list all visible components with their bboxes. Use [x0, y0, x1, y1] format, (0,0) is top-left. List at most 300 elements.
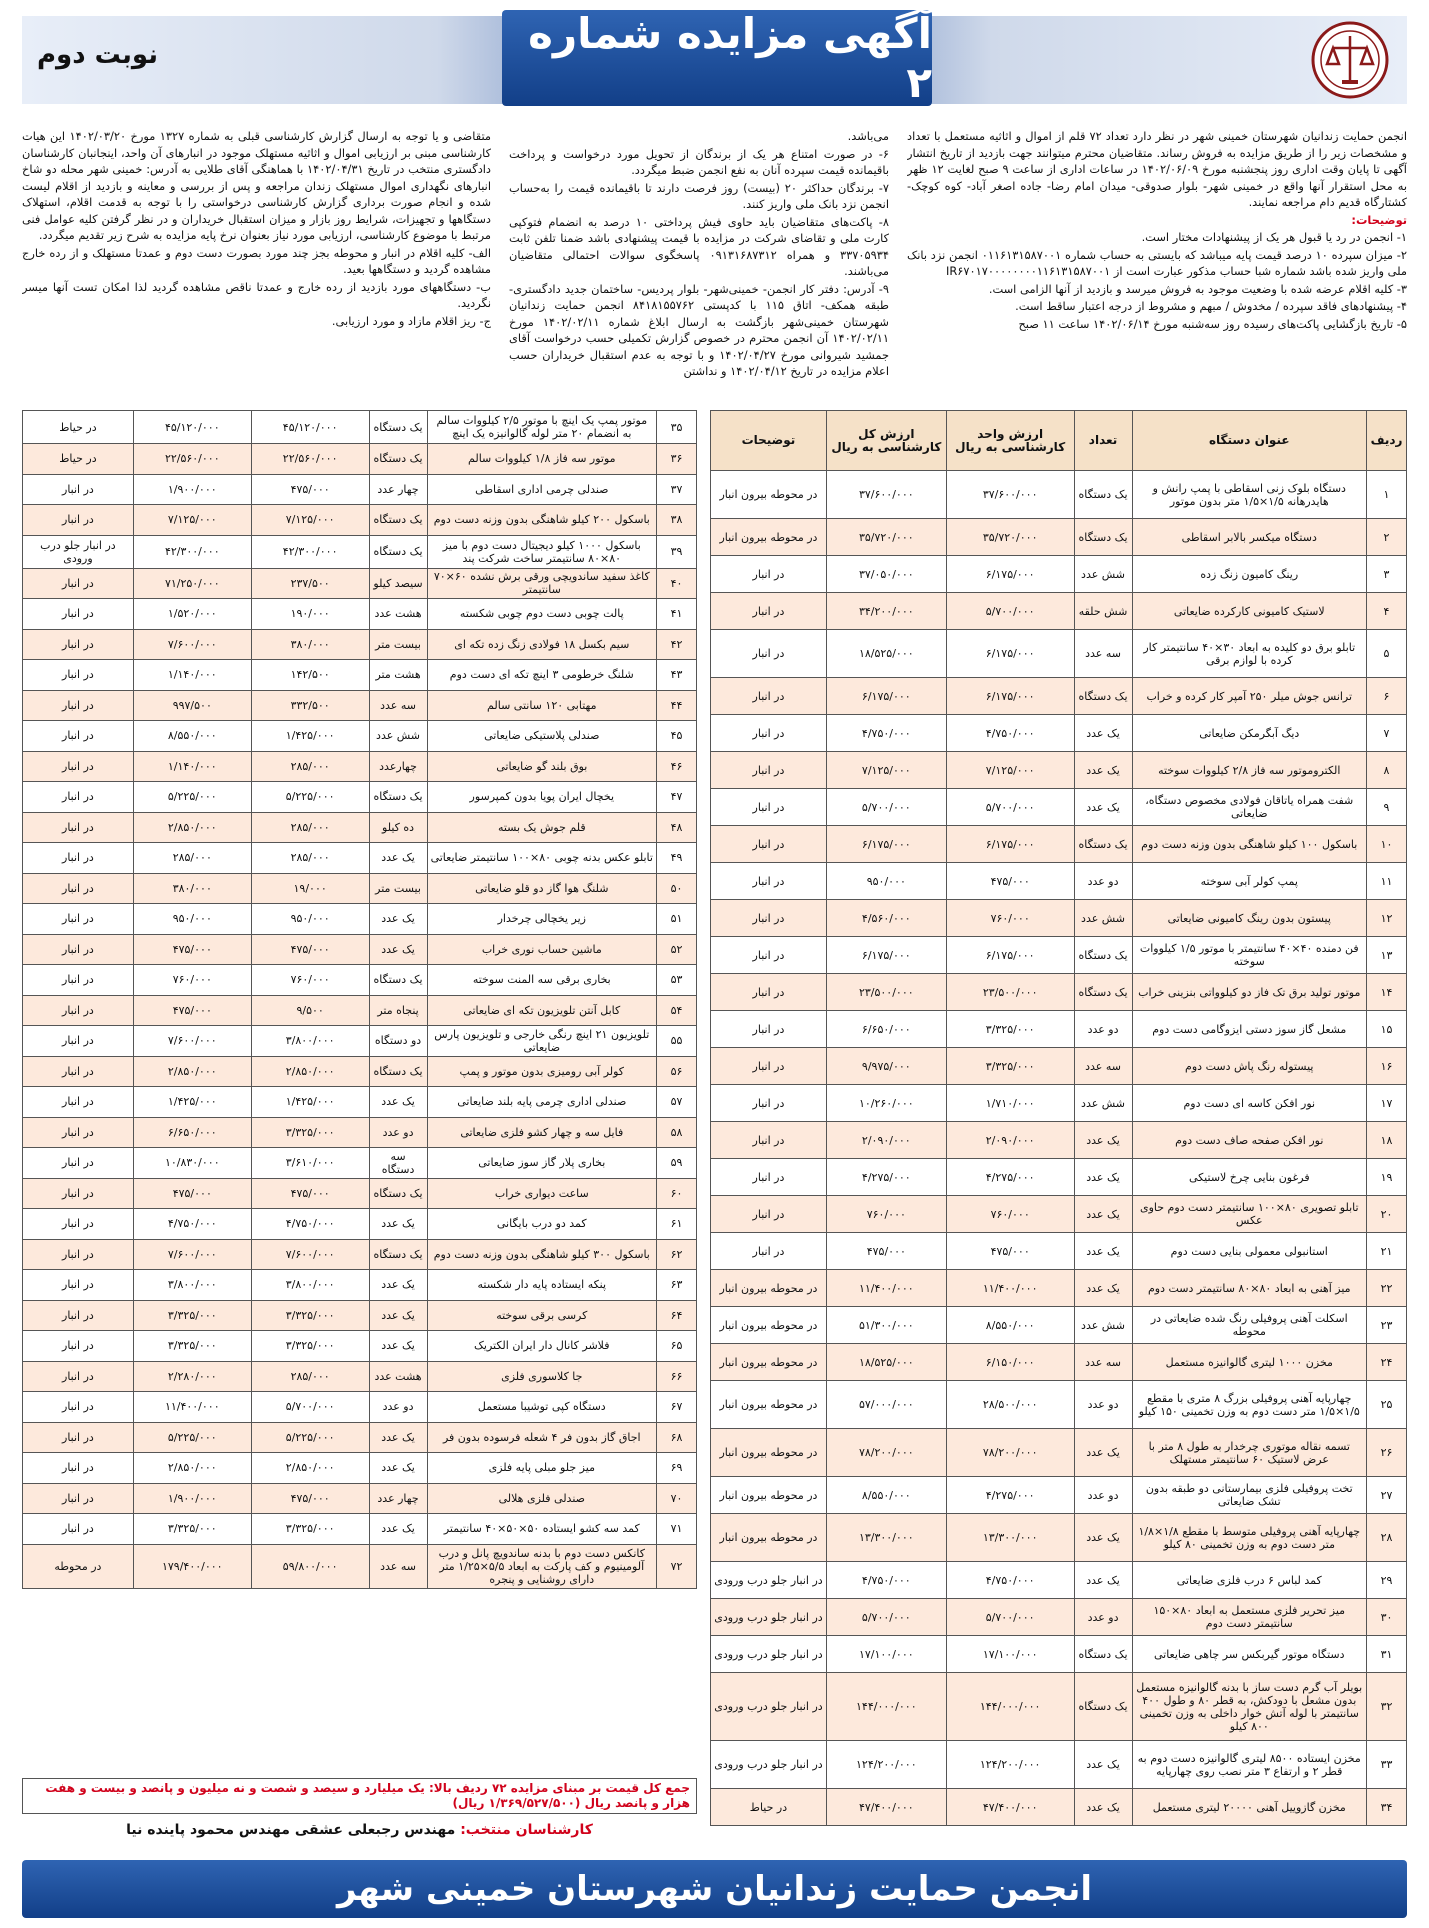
table-row — [23, 660, 697, 691]
row-number: ۱۴ — [1367, 974, 1407, 1011]
total-value: ۴/۵۶۰/۰۰۰ — [826, 900, 946, 937]
item-location: در انبار — [711, 1085, 827, 1122]
row-number: ۱۸ — [1367, 1122, 1407, 1159]
table-row — [711, 715, 1407, 752]
item-title: کولر آبی رومیزی بدون موتور و پمپ — [427, 1056, 657, 1087]
item-count: چهار عدد — [369, 474, 427, 505]
total-value: ۴۷۵/۰۰۰ — [826, 1233, 946, 1270]
item-title: پمپ کولر آبی سوخته — [1132, 863, 1367, 900]
unit-value: ۱/۷۱۰/۰۰۰ — [946, 1085, 1074, 1122]
col-header-count: تعداد — [1074, 411, 1132, 471]
item-title: شلنگ هوا گاز دو قلو ضایعاتی — [427, 873, 657, 904]
items-right-body — [711, 471, 1407, 1826]
items-left-body — [23, 411, 697, 1589]
item-count: یک عدد — [1074, 1159, 1132, 1196]
row-number: ۴۳ — [657, 660, 697, 691]
col-header-unit-value: ارزش واحد کارشناسی به ریال — [946, 411, 1074, 471]
total-value: ۴۲/۳۰۰/۰۰۰ — [133, 535, 251, 568]
item-location: در انبار — [23, 568, 134, 599]
items-table-right — [710, 410, 1407, 1826]
unit-value: ۲۸/۵۰۰/۰۰۰ — [946, 1381, 1074, 1429]
notice-page — [22, 10, 1407, 1918]
unit-value: ۳/۶۱۰/۰۰۰ — [251, 1148, 369, 1179]
row-number: ۱۲ — [1367, 900, 1407, 937]
table-row — [711, 593, 1407, 630]
table-row — [711, 471, 1407, 519]
total-value: ۴۷۵/۰۰۰ — [133, 934, 251, 965]
item-count: یک دستگاه — [1074, 937, 1132, 974]
item-count: یک دستگاه — [369, 505, 427, 536]
table-row — [711, 974, 1407, 1011]
row-number: ۶۵ — [657, 1331, 697, 1362]
row-number: ۳۱ — [1367, 1636, 1407, 1673]
item-count: ده کیلو — [369, 812, 427, 843]
item-count: یک دستگاه — [1074, 1636, 1132, 1673]
table-row — [711, 937, 1407, 974]
row-number: ۵۵ — [657, 1026, 697, 1057]
row-number: ۶۰ — [657, 1178, 697, 1209]
item-location: در انبار جلو درب ورودی — [23, 535, 134, 568]
row-number: ۹ — [1367, 789, 1407, 826]
item-title: بخاری برقی سه المنت سوخته — [427, 965, 657, 996]
item-location: در انبار — [23, 1117, 134, 1148]
item-location: در انبار — [711, 556, 827, 593]
item-count: دو عدد — [1074, 1011, 1132, 1048]
item-count: شش عدد — [1074, 900, 1132, 937]
note-item: ۳- کلیه اقلام عرضه شده با وضعیت موجود به فروش میرسد و بازدید از آنها الزامی است. — [988, 281, 1407, 296]
unit-value: ۲۸۵/۰۰۰ — [251, 812, 369, 843]
total-value: ۳/۳۲۵/۰۰۰ — [133, 1331, 251, 1362]
item-title: فلاشر کانال دار ایران الکتریک — [427, 1331, 657, 1362]
item-title: چهارپایه آهنی پروفیلی بزرگ ۸ متری با مقطع ۱/۵×۱/۵ متر دست دوم به وزن تخمینی ۱۵۰ کیلو — [1132, 1381, 1367, 1429]
total-value: ۹۹۷/۵۰۰ — [133, 690, 251, 721]
item-title: اسکلت آهنی پروفیلی رنگ شده ضایعاتی در محوطه — [1132, 1307, 1367, 1344]
item-title: پیستوله رنگ پاش دست دوم — [1132, 1048, 1367, 1085]
row-number: ۲۵ — [1367, 1381, 1407, 1429]
row-number: ۲۶ — [1367, 1429, 1407, 1477]
table-row — [23, 505, 697, 536]
row-number: ۵۱ — [657, 904, 697, 935]
unit-value: ۴/۷۵۰/۰۰۰ — [946, 715, 1074, 752]
item-count: یک دستگاه — [369, 1178, 427, 1209]
table-row — [711, 1085, 1407, 1122]
total-value: ۱/۱۴۰/۰۰۰ — [133, 751, 251, 782]
table-row — [23, 1331, 697, 1362]
row-number: ۴۸ — [657, 812, 697, 843]
total-value: ۲/۲۸۰/۰۰۰ — [133, 1361, 251, 1392]
row-number: ۷ — [1367, 715, 1407, 752]
table-row — [23, 1392, 697, 1423]
row-number: ۷۱ — [657, 1514, 697, 1545]
unit-value: ۳/۳۲۵/۰۰۰ — [251, 1117, 369, 1148]
unit-value: ۱۹۰/۰۰۰ — [251, 599, 369, 630]
item-location: در انبار — [23, 1453, 134, 1484]
item-title: کرسی برقی سوخته — [427, 1300, 657, 1331]
intro-paragraph: ۶- در صورت امتناع هر یک از برندگان از تحویل مورد درخواست و پرداخت باقیمانده قیمت سپرده آنان به نفع انجمن ضبط میگردد. — [509, 146, 889, 177]
total-value: ۵۱/۳۰۰/۰۰۰ — [826, 1307, 946, 1344]
total-value: ۷/۱۲۵/۰۰۰ — [133, 505, 251, 536]
item-count: یک دستگاه — [1074, 1673, 1132, 1741]
row-number: ۶۷ — [657, 1392, 697, 1423]
item-title: لاستیک کامیونی کارکرده ضایعاتی — [1132, 593, 1367, 630]
item-location: در انبار — [23, 751, 134, 782]
item-location: در انبار — [711, 900, 827, 937]
row-number: ۵۹ — [657, 1148, 697, 1179]
table-row — [711, 1270, 1407, 1307]
table-row — [711, 1741, 1407, 1789]
item-location: در انبار — [711, 752, 827, 789]
item-location: در انبار جلو درب ورودی — [711, 1673, 827, 1741]
item-title: تسمه نقاله موتوری چرخدار به طول ۸ متر با عرض لاستیک ۶۰ سانتیمتر مستهلک — [1132, 1429, 1367, 1477]
row-number: ۳۵ — [657, 411, 697, 444]
row-number: ۶۳ — [657, 1270, 697, 1301]
item-title: دستگاه موتور گیربکس سر چاهی ضایعاتی — [1132, 1636, 1367, 1673]
item-title: مهتابی ۱۲۰ سانتی سالم — [427, 690, 657, 721]
item-location: در انبار — [23, 629, 134, 660]
unit-value: ۴۵/۱۲۰/۰۰۰ — [251, 411, 369, 444]
item-count: یک عدد — [369, 1331, 427, 1362]
unit-value: ۵/۷۰۰/۰۰۰ — [946, 1599, 1074, 1636]
total-value: ۸/۵۵۰/۰۰۰ — [826, 1477, 946, 1514]
item-count: سه عدد — [369, 1544, 427, 1588]
item-count: یک دستگاه — [369, 411, 427, 444]
item-title: بخاری پلار گاز سوز ضایعاتی — [427, 1148, 657, 1179]
row-number: ۴۹ — [657, 843, 697, 874]
item-count: دو عدد — [1074, 863, 1132, 900]
total-value: ۶/۱۷۵/۰۰۰ — [826, 826, 946, 863]
item-count: دو عدد — [1074, 1381, 1132, 1429]
row-number: ۲۲ — [1367, 1270, 1407, 1307]
col-header-desc: توضیحات — [711, 411, 827, 471]
table-row — [711, 789, 1407, 826]
item-title: مخزن گازوییل آهنی ۲۰۰۰۰ لیتری مستعمل — [1132, 1789, 1367, 1826]
item-count: دو دستگاه — [369, 1026, 427, 1057]
table-row — [23, 1514, 697, 1545]
table-row — [711, 556, 1407, 593]
turn-label: نوبت دوم — [37, 40, 158, 70]
row-number: ۵۲ — [657, 934, 697, 965]
item-title: فرغون بنایی چرخ لاستیکی — [1132, 1159, 1367, 1196]
item-count: شش حلقه — [1074, 593, 1132, 630]
item-title: استانبولی معمولی بنایی دست دوم — [1132, 1233, 1367, 1270]
notes-heading: توضیحات: — [1351, 212, 1407, 227]
unit-value: ۲/۸۵۰/۰۰۰ — [251, 1453, 369, 1484]
row-number: ۲ — [1367, 519, 1407, 556]
table-row — [23, 904, 697, 935]
item-count: سه عدد — [1074, 630, 1132, 678]
item-count: چهارعدد — [369, 751, 427, 782]
row-number: ۴۲ — [657, 629, 697, 660]
item-location: در انبار — [23, 505, 134, 536]
item-count: یک عدد — [369, 1087, 427, 1118]
total-value: ۲/۸۵۰/۰۰۰ — [133, 1056, 251, 1087]
item-location: در انبار — [23, 1392, 134, 1423]
item-location: در انبار — [23, 812, 134, 843]
row-number: ۱۵ — [1367, 1011, 1407, 1048]
table-row — [23, 1483, 697, 1514]
item-title: ساعت دیواری خراب — [427, 1178, 657, 1209]
item-count: یک دستگاه — [1074, 471, 1132, 519]
unit-value: ۱۲۴/۲۰۰/۰۰۰ — [946, 1741, 1074, 1789]
table-row — [711, 1477, 1407, 1514]
item-title: تابلو تصویری ۸۰×۱۰۰ سانتیمتر دست دوم حاوی عکس — [1132, 1196, 1367, 1233]
item-location: در انبار — [23, 1483, 134, 1514]
table-row — [711, 1599, 1407, 1636]
item-count: یک دستگاه — [1074, 826, 1132, 863]
unit-value: ۶/۱۷۵/۰۰۰ — [946, 826, 1074, 863]
item-title: کمد لباس ۶ درب فلزی ضایعاتی — [1132, 1562, 1367, 1599]
unit-value: ۱۱/۴۰۰/۰۰۰ — [946, 1270, 1074, 1307]
item-location: در انبار — [23, 1209, 134, 1240]
item-count: یک دستگاه — [1074, 678, 1132, 715]
row-number: ۶۸ — [657, 1422, 697, 1453]
row-number: ۵۳ — [657, 965, 697, 996]
table-row — [23, 1148, 697, 1179]
unit-value: ۳/۸۰۰/۰۰۰ — [251, 1026, 369, 1057]
item-location: در محوطه بیرون انبار — [711, 1307, 827, 1344]
item-count: چهار عدد — [369, 1483, 427, 1514]
unit-value: ۴/۲۷۵/۰۰۰ — [946, 1477, 1074, 1514]
item-location: در انبار — [23, 1239, 134, 1270]
item-count: یک دستگاه — [1074, 519, 1132, 556]
item-title: باسکول ۲۰۰ کیلو شاهنگی بدون وزنه دست دوم — [427, 505, 657, 536]
total-value: ۷۶۰/۰۰۰ — [826, 1196, 946, 1233]
row-number: ۴۰ — [657, 568, 697, 599]
unit-value: ۵/۷۰۰/۰۰۰ — [946, 593, 1074, 630]
total-value: ۱/۱۴۰/۰۰۰ — [133, 660, 251, 691]
row-number: ۶۱ — [657, 1209, 697, 1240]
item-location: در انبار جلو درب ورودی — [711, 1636, 827, 1673]
item-count: یک عدد — [1074, 715, 1132, 752]
item-title: صندلی چرمی اداری اسقاطی — [427, 474, 657, 505]
experts-names: مهندس رجبعلی عشقی مهندس محمود پاینده نیا — [126, 1822, 456, 1838]
total-value: ۵/۷۰۰/۰۰۰ — [826, 1599, 946, 1636]
row-number: ۲۸ — [1367, 1514, 1407, 1562]
unit-value: ۱/۴۲۵/۰۰۰ — [251, 1087, 369, 1118]
row-number: ۲۹ — [1367, 1562, 1407, 1599]
total-value: ۱/۵۲۰/۰۰۰ — [133, 599, 251, 630]
item-count: یک عدد — [369, 1422, 427, 1453]
unit-value: ۲/۸۵۰/۰۰۰ — [251, 1056, 369, 1087]
table-row — [23, 873, 697, 904]
row-number: ۶۶ — [657, 1361, 697, 1392]
table-row — [23, 535, 697, 568]
table-row — [711, 1011, 1407, 1048]
item-title: دستگاه میکسر بالابر اسقاطی — [1132, 519, 1367, 556]
item-location: در انبار — [23, 660, 134, 691]
item-title: تخت پروفیلی فلزی بیمارستانی دو طبقه بدون تشک ضایعاتی — [1132, 1477, 1367, 1514]
intro-paragraph: ۹- آدرس: دفتر کار انجمن- خمینی‌شهر- بلوار پردیس- ساختمان جدید دادگستری- طبقه همکف- اتاق ۱۱۵ با کدپستی ۸۴۱۸۱۵۵۷۶۲ انجمن حمایت زندانیان شهرستان خمینی‌شهر بازگشت به ارسال ابلاغ شماره ۱۴۰۲/۰۲/۱۱ مورخ ۱۴۰۲/۰۲/۱۱ آن انجمن محترم در خصوص گزارش تکمیلی حسب درخواست آقای جمشید شیروانی مورخ ۱۴۰۲/۰۴/۲۷ و با توجه به عدم استقبال خریداران حسب اعلام مزایده در تاریخ ۱۴۰۲/۰۴/۱۲ و نداشتن — [509, 281, 889, 378]
item-count: سه عدد — [1074, 1344, 1132, 1381]
unit-value: ۴/۷۵۰/۰۰۰ — [251, 1209, 369, 1240]
item-count: بیست متر — [369, 873, 427, 904]
unit-value: ۲۲/۵۶۰/۰۰۰ — [251, 444, 369, 475]
unit-value: ۶/۱۷۵/۰۰۰ — [946, 937, 1074, 974]
item-count: یک عدد — [1074, 1233, 1132, 1270]
item-title: فن دمنده ۴۰×۴۰ سانتیمتر با موتور ۱/۵ کیلووات سوخته — [1132, 937, 1367, 974]
item-title: ترانس جوش میلر ۲۵۰ آمپر کار کرده و خراب — [1132, 678, 1367, 715]
table-row — [23, 751, 697, 782]
row-number: ۵ — [1367, 630, 1407, 678]
item-title: کمد دو درب بایگانی — [427, 1209, 657, 1240]
item-location: در انبار — [23, 1087, 134, 1118]
item-location: در انبار — [23, 1178, 134, 1209]
table-row — [711, 1514, 1407, 1562]
unit-value: ۲/۰۹۰/۰۰۰ — [946, 1122, 1074, 1159]
item-count: یک عدد — [1074, 1429, 1132, 1477]
item-location: در انبار — [711, 937, 827, 974]
total-value: ۲/۸۵۰/۰۰۰ — [133, 1453, 251, 1484]
row-number: ۶ — [1367, 678, 1407, 715]
col-header-title: عنوان دستگاه — [1132, 411, 1367, 471]
total-value: ۲۸۵/۰۰۰ — [133, 843, 251, 874]
unit-value: ۴۷۵/۰۰۰ — [946, 1233, 1074, 1270]
row-number: ۴۷ — [657, 782, 697, 813]
total-value: ۷/۶۰۰/۰۰۰ — [133, 629, 251, 660]
row-number: ۲۴ — [1367, 1344, 1407, 1381]
item-location: در محوطه بیرون انبار — [711, 1514, 827, 1562]
row-number: ۵۸ — [657, 1117, 697, 1148]
unit-value: ۶/۱۵۰/۰۰۰ — [946, 1344, 1074, 1381]
row-number: ۱ — [1367, 471, 1407, 519]
item-count: شش عدد — [1074, 556, 1132, 593]
item-count: یک عدد — [369, 1514, 427, 1545]
total-value: ۵/۲۲۵/۰۰۰ — [133, 1422, 251, 1453]
table-row — [23, 629, 697, 660]
total-value: ۲/۸۵۰/۰۰۰ — [133, 812, 251, 843]
total-value: ۷۱/۲۵۰/۰۰۰ — [133, 568, 251, 599]
row-number: ۳۰ — [1367, 1599, 1407, 1636]
unit-value: ۱۹/۰۰۰ — [251, 873, 369, 904]
row-number: ۱۰ — [1367, 826, 1407, 863]
total-value: ۱۸/۵۲۵/۰۰۰ — [826, 630, 946, 678]
total-value: ۲۲/۵۶۰/۰۰۰ — [133, 444, 251, 475]
unit-value: ۹/۵۰۰ — [251, 995, 369, 1026]
table-row — [711, 1048, 1407, 1085]
row-number: ۲۷ — [1367, 1477, 1407, 1514]
table-row — [711, 630, 1407, 678]
item-count: سه عدد — [369, 690, 427, 721]
item-title: یخچال ایران پویا بدون کمپرسور — [427, 782, 657, 813]
total-value: ۳۵/۷۲۰/۰۰۰ — [826, 519, 946, 556]
total-value: ۳۷/۰۵۰/۰۰۰ — [826, 556, 946, 593]
header — [22, 10, 1407, 110]
item-location: در انبار جلو درب ورودی — [711, 1599, 827, 1636]
table-row — [23, 782, 697, 813]
item-title: صندلی پلاستیکی ضایعاتی — [427, 721, 657, 752]
row-number: ۷۲ — [657, 1544, 697, 1588]
total-value: ۴/۲۷۵/۰۰۰ — [826, 1159, 946, 1196]
item-title: الکتروموتور سه فاز ۲/۸ کیلووات سوخته — [1132, 752, 1367, 789]
table-row — [711, 1196, 1407, 1233]
row-number: ۵۶ — [657, 1056, 697, 1087]
item-title: فایل سه و چهار کشو فلزی ضایعاتی — [427, 1117, 657, 1148]
item-title: ماشین حساب نوری خراب — [427, 934, 657, 965]
row-number: ۴۱ — [657, 599, 697, 630]
total-value: ۲/۰۹۰/۰۰۰ — [826, 1122, 946, 1159]
table-row — [711, 678, 1407, 715]
intro-paragraph: الف- کلیه اقلام در انبار و محوطه بجز چند مورد بصورت دست دوم و عمدتا مستهلک و از رده خارج مشاهده گردید و دستگاهها بعید. — [22, 245, 491, 276]
item-title: دستگاه کپی توشیبا مستعمل — [427, 1392, 657, 1423]
item-location: در محوطه — [23, 1544, 134, 1588]
row-number: ۱۱ — [1367, 863, 1407, 900]
item-title: مخزن ۱۰۰۰ لیتری گالوانیزه مستعمل — [1132, 1344, 1367, 1381]
unit-value: ۶/۱۷۵/۰۰۰ — [946, 630, 1074, 678]
item-location: در حیاط — [711, 1789, 827, 1826]
row-number: ۵۰ — [657, 873, 697, 904]
intro-paragraph: ب- دستگاههای مورد بازدید از رده خارج و عمدتا ناقص مشاهده گردید لذا امکان تست آنها میسر نگردید. — [22, 279, 491, 310]
unit-value: ۴۷۵/۰۰۰ — [946, 863, 1074, 900]
item-location: در انبار — [711, 1196, 827, 1233]
total-value: ۴/۷۵۰/۰۰۰ — [826, 715, 946, 752]
row-number: ۴۵ — [657, 721, 697, 752]
item-title: مشعل گاز سوز دستی ایزوگامی دست دوم — [1132, 1011, 1367, 1048]
item-count: یک عدد — [369, 934, 427, 965]
total-value: ۱۱/۴۰۰/۰۰۰ — [826, 1270, 946, 1307]
total-value: ۳/۸۰۰/۰۰۰ — [133, 1270, 251, 1301]
experts-line — [22, 1822, 697, 1848]
unit-value: ۸/۵۵۰/۰۰۰ — [946, 1307, 1074, 1344]
total-value: ۷/۶۰۰/۰۰۰ — [133, 1239, 251, 1270]
table-row — [711, 1429, 1407, 1477]
total-value: ۷۸/۲۰۰/۰۰۰ — [826, 1429, 946, 1477]
total-value: ۶/۶۵۰/۰۰۰ — [826, 1011, 946, 1048]
total-value: ۳۷/۶۰۰/۰۰۰ — [826, 471, 946, 519]
item-title: تابلو برق دو کلیده به ابعاد ۳۰×۴۰ سانتیمتر کار کرده با لوازم برقی — [1132, 630, 1367, 678]
unit-value: ۷۶۰/۰۰۰ — [251, 965, 369, 996]
unit-value: ۲۸۵/۰۰۰ — [251, 1361, 369, 1392]
intro-column-3 — [22, 128, 491, 418]
item-title: نور افکن صفحه صاف دست دوم — [1132, 1122, 1367, 1159]
unit-value: ۷۶۰/۰۰۰ — [946, 1196, 1074, 1233]
unit-value: ۲۳۷/۵۰۰ — [251, 568, 369, 599]
table-row — [23, 568, 697, 599]
items-table-left — [22, 410, 697, 1589]
total-value: ۴/۷۵۰/۰۰۰ — [826, 1562, 946, 1599]
item-title: بوق بلند گو ضایعاتی — [427, 751, 657, 782]
table-row — [711, 1307, 1407, 1344]
total-value: ۷/۶۰۰/۰۰۰ — [133, 1026, 251, 1057]
table-row — [23, 934, 697, 965]
item-location: در انبار — [23, 1361, 134, 1392]
item-location: در انبار — [23, 721, 134, 752]
total-value: ۴۵/۱۲۰/۰۰۰ — [133, 411, 251, 444]
item-count: یک عدد — [1074, 1789, 1132, 1826]
table-row — [23, 1209, 697, 1240]
item-count: یک عدد — [1074, 1196, 1132, 1233]
intro-column-2 — [509, 128, 889, 418]
row-number: ۳۸ — [657, 505, 697, 536]
item-count: یک عدد — [1074, 1741, 1132, 1789]
unit-value: ۴۷۵/۰۰۰ — [251, 1483, 369, 1514]
item-count: دو عدد — [1074, 1599, 1132, 1636]
item-title: جا کلاسوری فلزی — [427, 1361, 657, 1392]
unit-value: ۷۸/۲۰۰/۰۰۰ — [946, 1429, 1074, 1477]
total-value: ۷/۱۲۵/۰۰۰ — [826, 752, 946, 789]
item-title: شلنگ خرطومی ۳ اینچ تکه ای دست دوم — [427, 660, 657, 691]
item-count: یک عدد — [1074, 789, 1132, 826]
total-value: ۹۵۰/۰۰۰ — [133, 904, 251, 935]
row-number: ۳۲ — [1367, 1673, 1407, 1741]
item-title: رینگ کامیون زنگ زده — [1132, 556, 1367, 593]
item-title: موتور پمپ یک اینچ با موتور ۲/۵ کیلووات سالم به انضمام ۲۰ متر لوله گالوانیزه یک اینچ — [427, 411, 657, 444]
item-location: در محوطه بیرون انبار — [711, 1270, 827, 1307]
item-title: کانکس دست دوم با بدنه ساندویچ پانل و درب آلومینیوم و کف پارکت به ابعاد ۵/۵×۱/۲۵ متر دارای روشنایی و پنجره — [427, 1544, 657, 1588]
unit-value: ۳۷/۶۰۰/۰۰۰ — [946, 471, 1074, 519]
unit-value: ۱۴۲/۵۰۰ — [251, 660, 369, 691]
item-location: در انبار — [23, 843, 134, 874]
row-number: ۴۴ — [657, 690, 697, 721]
